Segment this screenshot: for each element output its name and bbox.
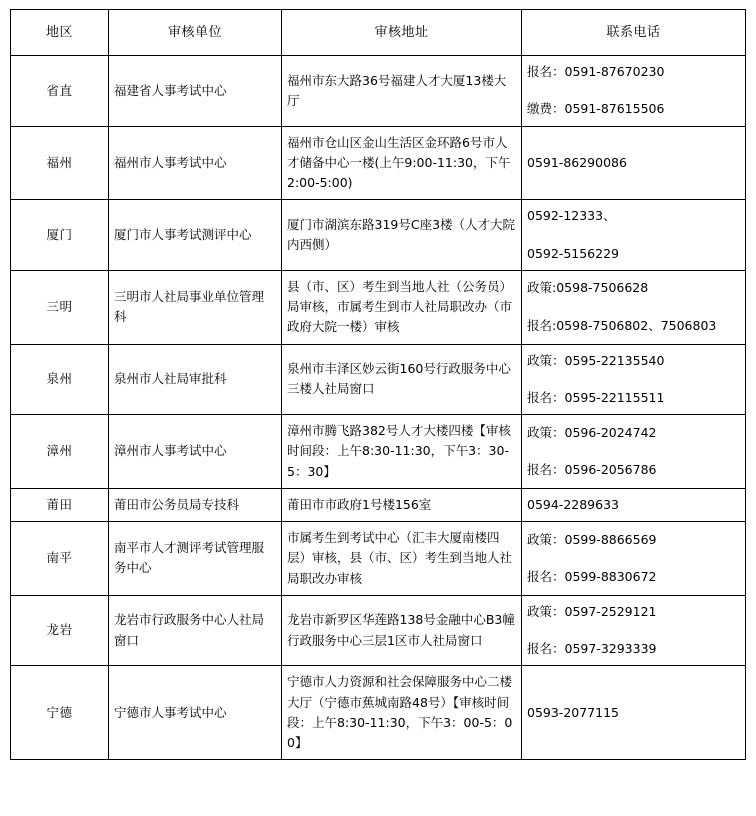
cell-region: 宁德 bbox=[11, 666, 109, 760]
phone-line: 报名：0599-8830672 bbox=[527, 568, 657, 584]
column-header-address bbox=[282, 10, 522, 56]
cell-region: 莆田 bbox=[11, 488, 109, 521]
cell-address: 莆田市市政府1号楼156室 bbox=[282, 488, 522, 521]
cell-region: 厦门 bbox=[11, 200, 109, 271]
cell-region: 福州 bbox=[11, 126, 109, 200]
cell-address: 福州市东大路36号福建人才大厦13楼大厅 bbox=[282, 56, 522, 127]
cell-address: 县（市、区）考生到当地人社（公务员）局审核，市属考生到市人社局职改办（市政府大院一楼）审核 bbox=[282, 270, 522, 344]
table-row bbox=[11, 56, 746, 127]
cell-address: 泉州市丰泽区妙云街160号行政服务中心三楼人社局窗口 bbox=[282, 344, 522, 415]
table-row bbox=[11, 488, 746, 521]
phone-line: 报名:0598-7506802、7506803 bbox=[527, 317, 717, 333]
phone-line: 报名：0591-87670230 bbox=[527, 64, 665, 79]
cell-unit: 莆田市公务员局专技科 bbox=[109, 488, 282, 521]
cell-address: 漳州市腾飞路382号人才大楼四楼【审核时间段：上午8:30-11:30，下午3：30-5：30】 bbox=[282, 415, 522, 489]
cell-address: 厦门市湖滨东路319号C座3楼（人才大院内西侧） bbox=[282, 200, 522, 271]
cell-region: 龙岩 bbox=[11, 595, 109, 666]
cell-unit: 宁德市人事考试中心 bbox=[109, 666, 282, 760]
phone-line: 报名：0595-22115511 bbox=[527, 389, 665, 405]
column-header-address-label: 审核地址 bbox=[374, 24, 429, 40]
column-header-phone-label: 联系电话 bbox=[606, 24, 661, 40]
phone-line: 0592-5156229 bbox=[527, 245, 619, 261]
phone-line: 0594-2289633 bbox=[527, 496, 619, 512]
cell-region: 泉州 bbox=[11, 344, 109, 415]
phone-line: 政策：0596-2024742 bbox=[527, 424, 657, 440]
cell-phone bbox=[522, 56, 746, 127]
cell-region: 三明 bbox=[11, 270, 109, 344]
cell-unit: 龙岩市行政服务中心人社局窗口 bbox=[109, 595, 282, 666]
cell-region: 南平 bbox=[11, 522, 109, 596]
cell-unit: 厦门市人事考试测评中心 bbox=[109, 200, 282, 271]
cell-phone bbox=[522, 270, 746, 344]
cell-address: 龙岩市新罗区华莲路138号金融中心B3幢行政服务中心三层1区市人社局窗口 bbox=[282, 595, 522, 666]
cell-region: 省直 bbox=[11, 56, 109, 127]
table-row bbox=[11, 344, 746, 415]
table-body bbox=[11, 56, 746, 760]
table-row bbox=[11, 666, 746, 760]
cell-phone bbox=[522, 344, 746, 415]
table-row bbox=[11, 200, 746, 271]
cell-address: 宁德市人力资源和社会保障服务中心二楼大厅（宁德市蕉城南路48号）【审核时间段：上午8:30-11:30，下午3：00-5：00】 bbox=[282, 666, 522, 760]
phone-line: 缴费：0591-87615506 bbox=[527, 101, 665, 117]
column-header-unit bbox=[109, 10, 282, 56]
column-header-phone bbox=[522, 10, 746, 56]
table-row bbox=[11, 415, 746, 489]
cell-unit: 福州市人事考试中心 bbox=[109, 126, 282, 200]
phone-line: 政策：0599-8866569 bbox=[527, 531, 657, 547]
cell-unit: 三明市人社局事业单位管理科 bbox=[109, 270, 282, 344]
cell-region: 漳州 bbox=[11, 415, 109, 489]
cell-unit: 泉州市人社局审批科 bbox=[109, 344, 282, 415]
cell-unit: 漳州市人事考试中心 bbox=[109, 415, 282, 489]
phone-line: 报名：0597-3293339 bbox=[527, 641, 657, 656]
cell-unit: 南平市人才测评考试管理服务中心 bbox=[109, 522, 282, 596]
cell-phone bbox=[522, 126, 746, 200]
table-header-row bbox=[11, 10, 746, 56]
cell-phone bbox=[522, 595, 746, 666]
phone-line: 政策:0598-7506628 bbox=[527, 280, 649, 296]
cell-phone bbox=[522, 415, 746, 489]
table-row bbox=[11, 522, 746, 596]
cell-address: 福州市仓山区金山生活区金环路6号市人才储备中心一楼(上午9:00-11:30，下午2:00-5:00) bbox=[282, 126, 522, 200]
column-header-region-label: 地区 bbox=[45, 24, 73, 40]
cell-address: 市属考生到考试中心（汇丰大厦南楼四层）审核，县（市、区）考生到当地人社局职改办审核 bbox=[282, 522, 522, 596]
column-header-region bbox=[11, 10, 109, 56]
cell-phone bbox=[522, 522, 746, 596]
phone-line: 0592-12333、 bbox=[527, 208, 616, 224]
phone-line: 政策：0595-22135540 bbox=[527, 352, 665, 368]
column-header-unit-label: 审核单位 bbox=[167, 24, 222, 40]
phone-line: 0593-2077115 bbox=[527, 704, 619, 720]
audit-units-table bbox=[10, 9, 746, 760]
table-header bbox=[11, 10, 746, 56]
cell-unit: 福建省人事考试中心 bbox=[109, 56, 282, 127]
cell-phone bbox=[522, 666, 746, 760]
cell-phone bbox=[522, 200, 746, 271]
phone-line: 政策：0597-2529121 bbox=[527, 603, 657, 619]
table-row bbox=[11, 126, 746, 200]
phone-line: 0591-86290086 bbox=[527, 154, 627, 170]
phone-line: 报名：0596-2056786 bbox=[527, 461, 657, 477]
cell-phone bbox=[522, 488, 746, 521]
table-row bbox=[11, 270, 746, 344]
table-row bbox=[11, 595, 746, 666]
